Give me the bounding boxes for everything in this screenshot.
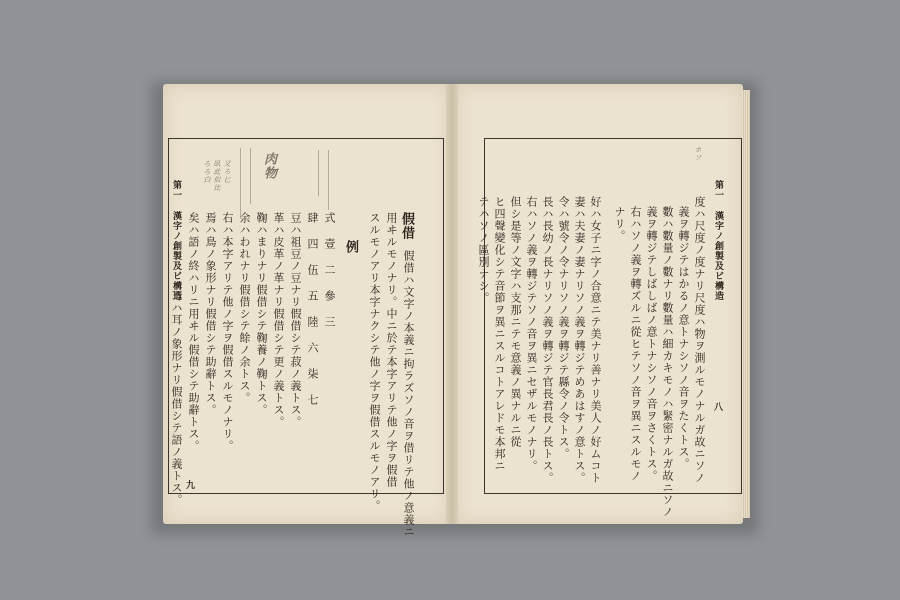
right-pencil-note: ホソ: [694, 146, 702, 162]
right-col-11: 右ハソノ義ヲ轉ジテソノ音ヲ異ニセザルモノナリ。: [525, 196, 538, 472]
right-col-4: 義ヲ轉ジテしばしばノ意トナシソノ音ヲさくトス。: [645, 206, 658, 482]
pencil-note-3: 又ろ匕: [223, 160, 231, 184]
left-col-4: 式 壹 二 參 三: [323, 212, 336, 328]
pencil-note-4: 肉物: [261, 152, 276, 180]
left-col-7: 革ハ皮革ノ革ナリ假借シテ更ノ義トス。: [272, 212, 285, 428]
right-col-5: 右ハソノ義ヲ轉ズルニ從ヒテソノ音ヲ異ニスルモノ: [629, 206, 642, 482]
pencil-note-1: ろろ白: [203, 160, 211, 184]
left-col-1: 假借ハ文字ノ本義ニ拘ラズソノ音ヲ借リテ他ノ意義ニ: [402, 250, 415, 538]
right-col-6: ナリ。: [613, 206, 626, 242]
right-col-9: 令ハ號令ノ令ナリソノ義ヲ轉ジテ縣令ノ令トス。: [557, 196, 570, 460]
left-col-5: 肆 四 伍 五 陸 六 柒 七: [306, 212, 319, 406]
pencil-scribble: [318, 150, 319, 196]
right-col-13: ヒ四聲變化シテ音節ヲ異ニスルコトアレドモ本邦ニ: [493, 196, 506, 472]
right-col-8: 妻ハ夫妻ノ妻ナリソノ義ヲ轉ジテめあはすノ意トス。: [573, 196, 586, 484]
right-running-header: 第一 漢字ノ創製及ビ構造: [713, 180, 723, 301]
right-page-number: 八: [714, 403, 724, 413]
right-col-3: 數ハ數量ノ數ナリ數量ハ細カキモノハ緊密ナルガ故ニソノ: [661, 206, 674, 518]
pencil-scribble: [240, 148, 241, 218]
right-col-12: 但シ是等ノ文字ハ支那ニテモ意義ノ異ナルニ從: [509, 196, 522, 448]
left-col-3: スルモノアリ本字ナクシテ他ノ字ヲ假借スルモノアリ。: [368, 212, 381, 512]
example-label: 例: [343, 240, 358, 254]
left-col-8: 鞠ハまりナリ假借シテ鞠養ノ鞠トス。: [255, 212, 268, 416]
left-running-header: 第一 漢字ノ創製及ビ構造: [171, 180, 181, 301]
pencil-scribble: [250, 148, 251, 204]
left-col-6: 豆ハ祖豆ノ豆ナリ假借シテ菽ノ義トス。: [289, 212, 302, 428]
left-col-13: 耳ハ耳ノ象形ナリ假借シテ語ノ義トス。: [170, 290, 183, 506]
right-col-7: 好ハ女子ニ字ノ合意ニテ美ナリ善ナリ美人ノ好ムコト: [589, 196, 602, 484]
right-col-10: 長ハ長幼ノ長ナリソノ義ヲ轉ジテ官長君長ノ長トス。: [541, 196, 554, 484]
left-page-number: 九: [186, 481, 196, 491]
right-col-14: テハソノ區別ナシ。: [477, 196, 490, 304]
left-col-12: 矣ハ語ノ終ハリニ用ヰル假借シテ助辭トス。: [187, 212, 200, 452]
left-col-10: 右ハ本字アリテ他ノ字ヲ假借スルモノナリ。: [221, 212, 234, 452]
right-col-2: 義ヲ轉ジテはかるノ意トナシソノ音ヲたくトス。: [677, 206, 690, 470]
section-heading: 假借: [399, 212, 414, 240]
left-col-2: 用ヰルモノナリ。中ニ於テ本字アリテ他ノ字ヲ假借: [385, 212, 398, 488]
right-col-1: 度ハ尺度ノ度ナリ尺度ハ物ヲ測ルモノナルガ故ニソノ: [693, 196, 706, 484]
pencil-note-2: 臥此似比: [213, 160, 221, 192]
left-col-9: 余ハわれナリ假借シテ餘ノ余トス。: [238, 212, 251, 404]
pencil-scribble: [328, 150, 329, 210]
book-gutter: [446, 84, 458, 524]
page-edge: [742, 90, 750, 518]
left-col-11: 焉ハ鳥ノ象形ナリ假借シテ助辭トス。: [204, 212, 217, 416]
